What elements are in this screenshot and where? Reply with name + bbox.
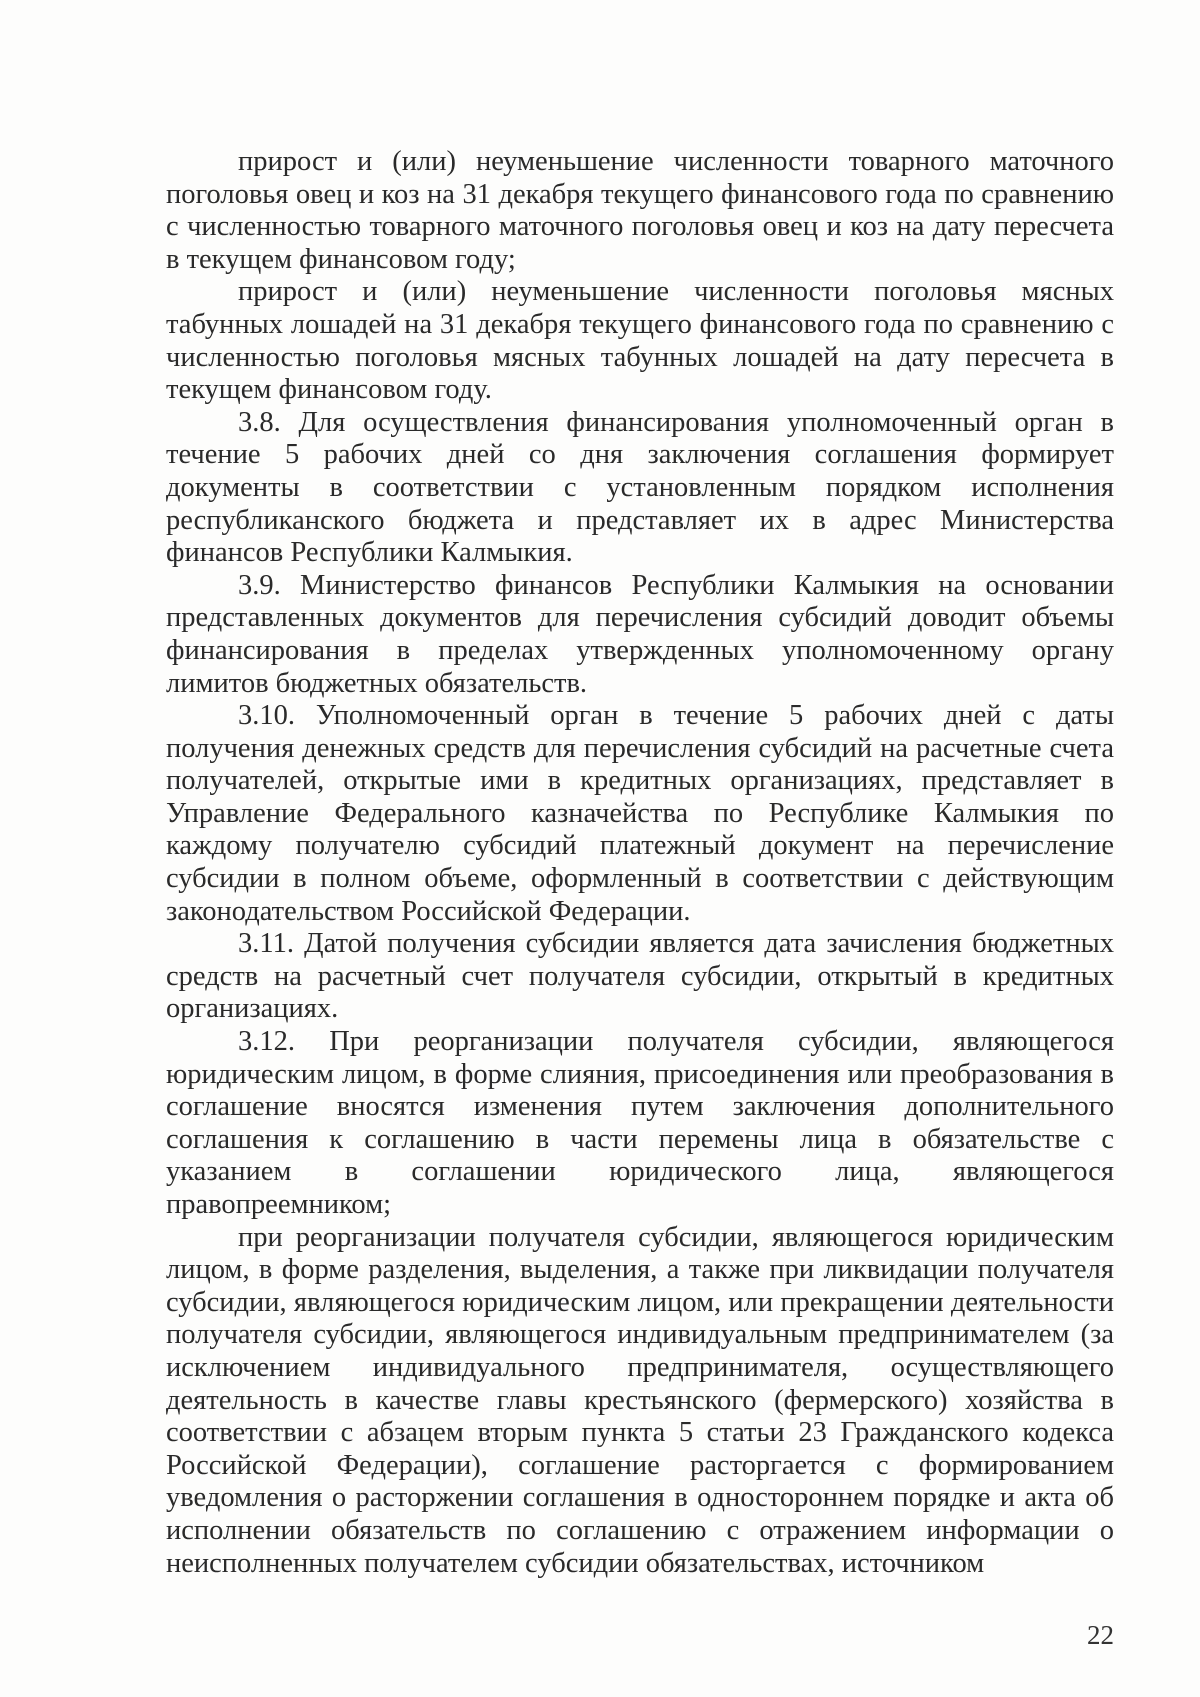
paragraph-reorganization-division: при реорганизации получателя субсидии, являющегося юридическим лицом, в форме разделения, выделения, а также при ликвидации получателя субсидии, являющегося юридическим лицом, или прекращении деятельности получателя субсидии, являющегося индивидуальным предпринимателем (за исключением индивидуального предпринимателя, осуществляющего деятельность в качестве главы крестьянского (фермерского) хозяйства в соответствии с абзацем вторым пункта 5 статьи 23 Гражданского кодекса Российской Федерации), соглашение расторгается с формированием уведомления о расторжении соглашения в одностороннем порядке и акта об исполнении обязательств по соглашению с отражением информации о неисполненных получателем субсидии обязательствах, источником xyxy=(166,1221,1114,1579)
paragraph-sheep-goat-growth: прирост и (или) неуменьшение численности товарного маточного поголовья овец и коз на 31 декабря текущего финансового года по сравнению с численностью товарного маточного поголовья овец и коз на дату пересчета в текущем финансовом году; xyxy=(166,146,1114,275)
page-number: 22 xyxy=(1087,1620,1114,1650)
paragraph-3-9: 3.9. Министерство финансов Республики Калмыкия на основании представленных документов для перечисления субсидий доводит объемы финансирования в пределах утвержденных уполномоченному органу лимитов бюджетных обязательств. xyxy=(166,569,1114,699)
paragraph-3-8: 3.8. Для осуществления финансирования уполномоченный орган в течение 5 рабочих дней со дня заключения соглашения формирует документы в соответствии с установленным порядком исполнения республиканского бюджета и представляет их в адрес Министерства финансов Республики Калмыкия. xyxy=(166,406,1114,569)
paragraph-3-10: 3.10. Уполномоченный орган в течение 5 рабочих дней с даты получения денежных средств для перечисления субсидий на расчетные счета получателей, открытые ими в кредитных организациях, представляет в Управление Федерального казначейства по Республике Калмыкия по каждому получателю субсидий платежный документ на перечисление субсидии в полном объеме, оформленный в соответствии с действующим законодательством Российской Федерации. xyxy=(166,700,1114,927)
paragraph-3-11: 3.11. Датой получения субсидии является дата зачисления бюджетных средств на расчетный счет получателя субсидии, открытый в кредитных организациях. xyxy=(166,928,1114,1025)
paragraph-horse-growth: прирост и (или) неуменьшение численности поголовья мясных табунных лошадей на 31 декабря текущего финансового года по сравнению с численностью поголовья мясных табунных лошадей на дату пересчета в текущем финансовом году. xyxy=(166,276,1114,406)
document-body xyxy=(166,146,1114,1580)
paragraph-3-12: 3.12. При реорганизации получателя субсидии, являющегося юридическим лицом, в форме слияния, присоединения или преобразования в соглашение вносятся изменения путем заключения дополнительного соглашения к соглашению в части перемены лица в обязательстве с указанием в соглашении юридического лица, являющегося правопреемником; xyxy=(166,1026,1114,1220)
